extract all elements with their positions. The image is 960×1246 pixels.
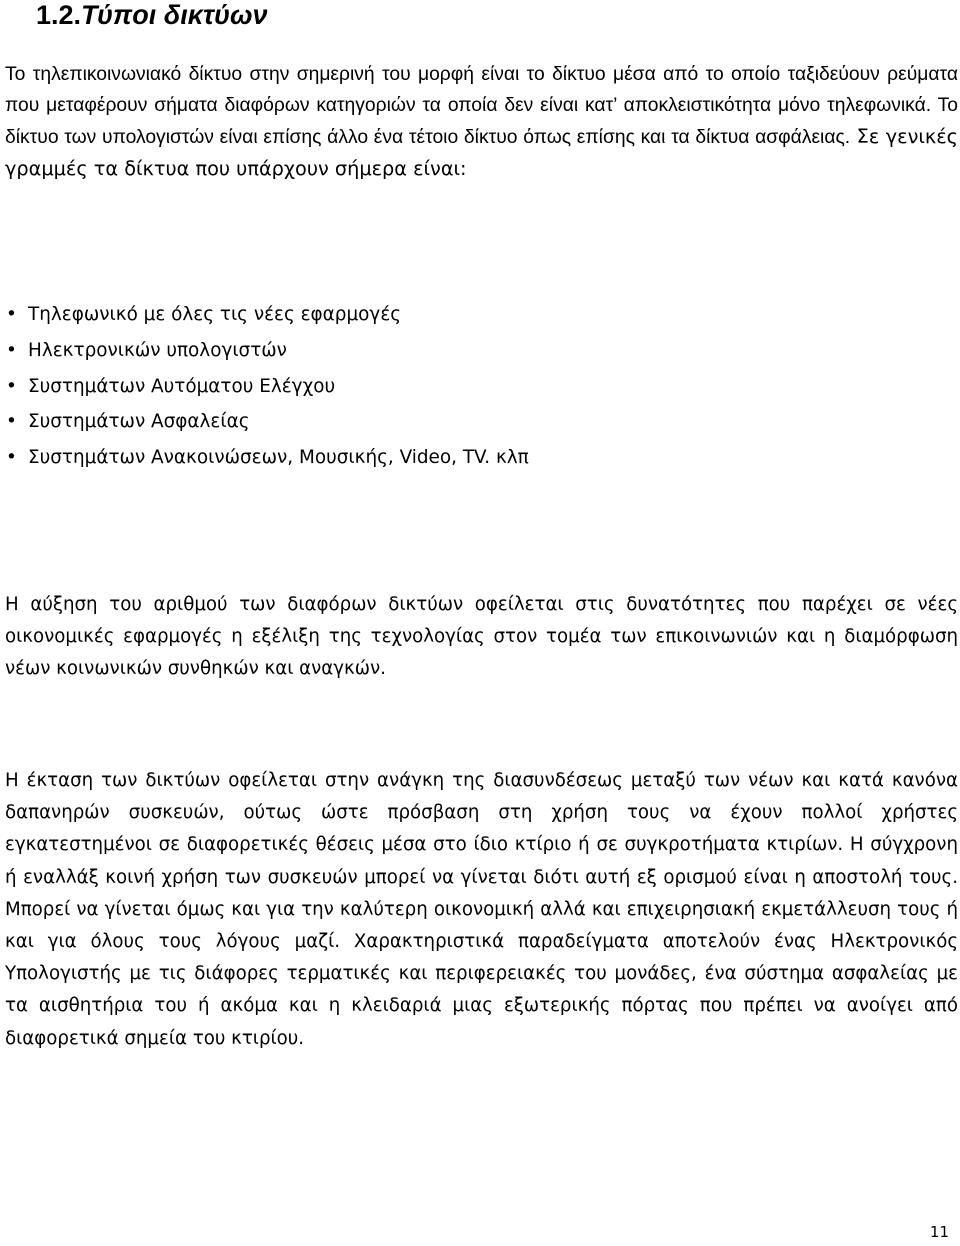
list-item-text: Συστημάτων Αυτόματου Ελέγχου	[28, 375, 336, 397]
section-title: Τύποι δικτύων	[81, 0, 268, 30]
bullet-icon: •	[6, 447, 17, 469]
network-types-list	[6, 297, 529, 476]
list-item	[6, 297, 529, 333]
list-item	[6, 369, 529, 405]
list-item-text: Τηλεφωνικό με όλες τις νέες εφαρμογές	[28, 304, 402, 325]
list-item	[6, 440, 529, 476]
growth-paragraph: Η αύξηση του αριθμού των διαφόρων δικτύων οφείλεται στις δυνατότητες που παρέχει σε νέες οικονομικές εφαρμογές η εξέλιξη της τεχνολογίας στον τομέα των επικοινωνιών και η διαμόρφωση νέων κοινωνικών συνθηκών και αναγκών.	[5, 594, 958, 680]
list-item-text: Ηλεκτρονικών υπολογιστών	[28, 339, 287, 361]
intro-paragraph	[5, 59, 958, 185]
list-item	[6, 333, 529, 369]
list-item	[6, 404, 529, 440]
section-number: 1.2.	[36, 0, 82, 30]
intro-text: Το τηλεπικοινωνιακό δίκτυο στην σημερινή του μορφή είναι το δίκτυο μέσα από το οποίο ταξιδεύουν ρεύματα που μεταφέρουν σήματα διαφόρων κατηγοριών τα οποία δεν είναι κατ’ αποκλειστικότητα μόνο τηλεφωνικά. Το δίκτυο των υπολογιστών είναι επίσης άλλο ένα τέτοιο δίκτυο όπως επίσης και τα δίκτυα ασφάλειας.	[5, 64, 958, 148]
list-item-text: Συστημάτων Ανακοινώσεων, Μουσικής, Video, TV. κλπ	[28, 447, 529, 469]
bullet-icon: •	[6, 411, 17, 433]
bullet-icon: •	[6, 375, 17, 397]
list-item-text: Συστημάτων Ασφαλείας	[28, 411, 250, 433]
bullet-icon: •	[6, 339, 17, 361]
extent-paragraph: Η έκταση των δικτύων οφείλεται στην ανάγκη της διασυνδέσεως μεταξύ των νέων και κατά κανόνα δαπανηρών συσκευών, ούτως ώστε πρόσβαση στη χρήση τους να έχουν πολλοί χρήστες εγκατεστημένοι σε διαφορετικές θέσεις μέσα στο ίδιο κτίριο ή σε συγκροτήματα κτιρίων. Η σύγχρονη ή εναλλάξ κοινή χρήση των συσκευών μπορεί να γίνεται διότι αυτή εξ ορισμού είναι η αποστολή τους. Μπορεί να γίνεται όμως και για την καλύτερη οικονομική αλλά και επιχειρησιακή εκμετάλλευση τους ή και για όλους τους λόγους μαζί. Χαρακτηριστικά παραδείγματα αποτελούν ένας Ηλεκτρονικός Υπολογιστής με τις διάφορες τερματικές και περιφερειακές του μονάδες, ένα σύστημα ασφαλείας με τα αισθητήρια του ή ακόμα και η κλειδαριά μιας εξωτερικής πόρτας που πρέπει να ανοίγει από διαφορετικά σημεία του κτιρίου.	[5, 770, 958, 1049]
intro-text-continued: Σε γενικές γραμμές τα δίκτυα που υπάρχουν σήμερα είναι:	[5, 125, 958, 180]
page-number: 11	[929, 1223, 949, 1241]
section-heading	[36, 0, 268, 32]
bullet-icon: •	[6, 304, 17, 325]
